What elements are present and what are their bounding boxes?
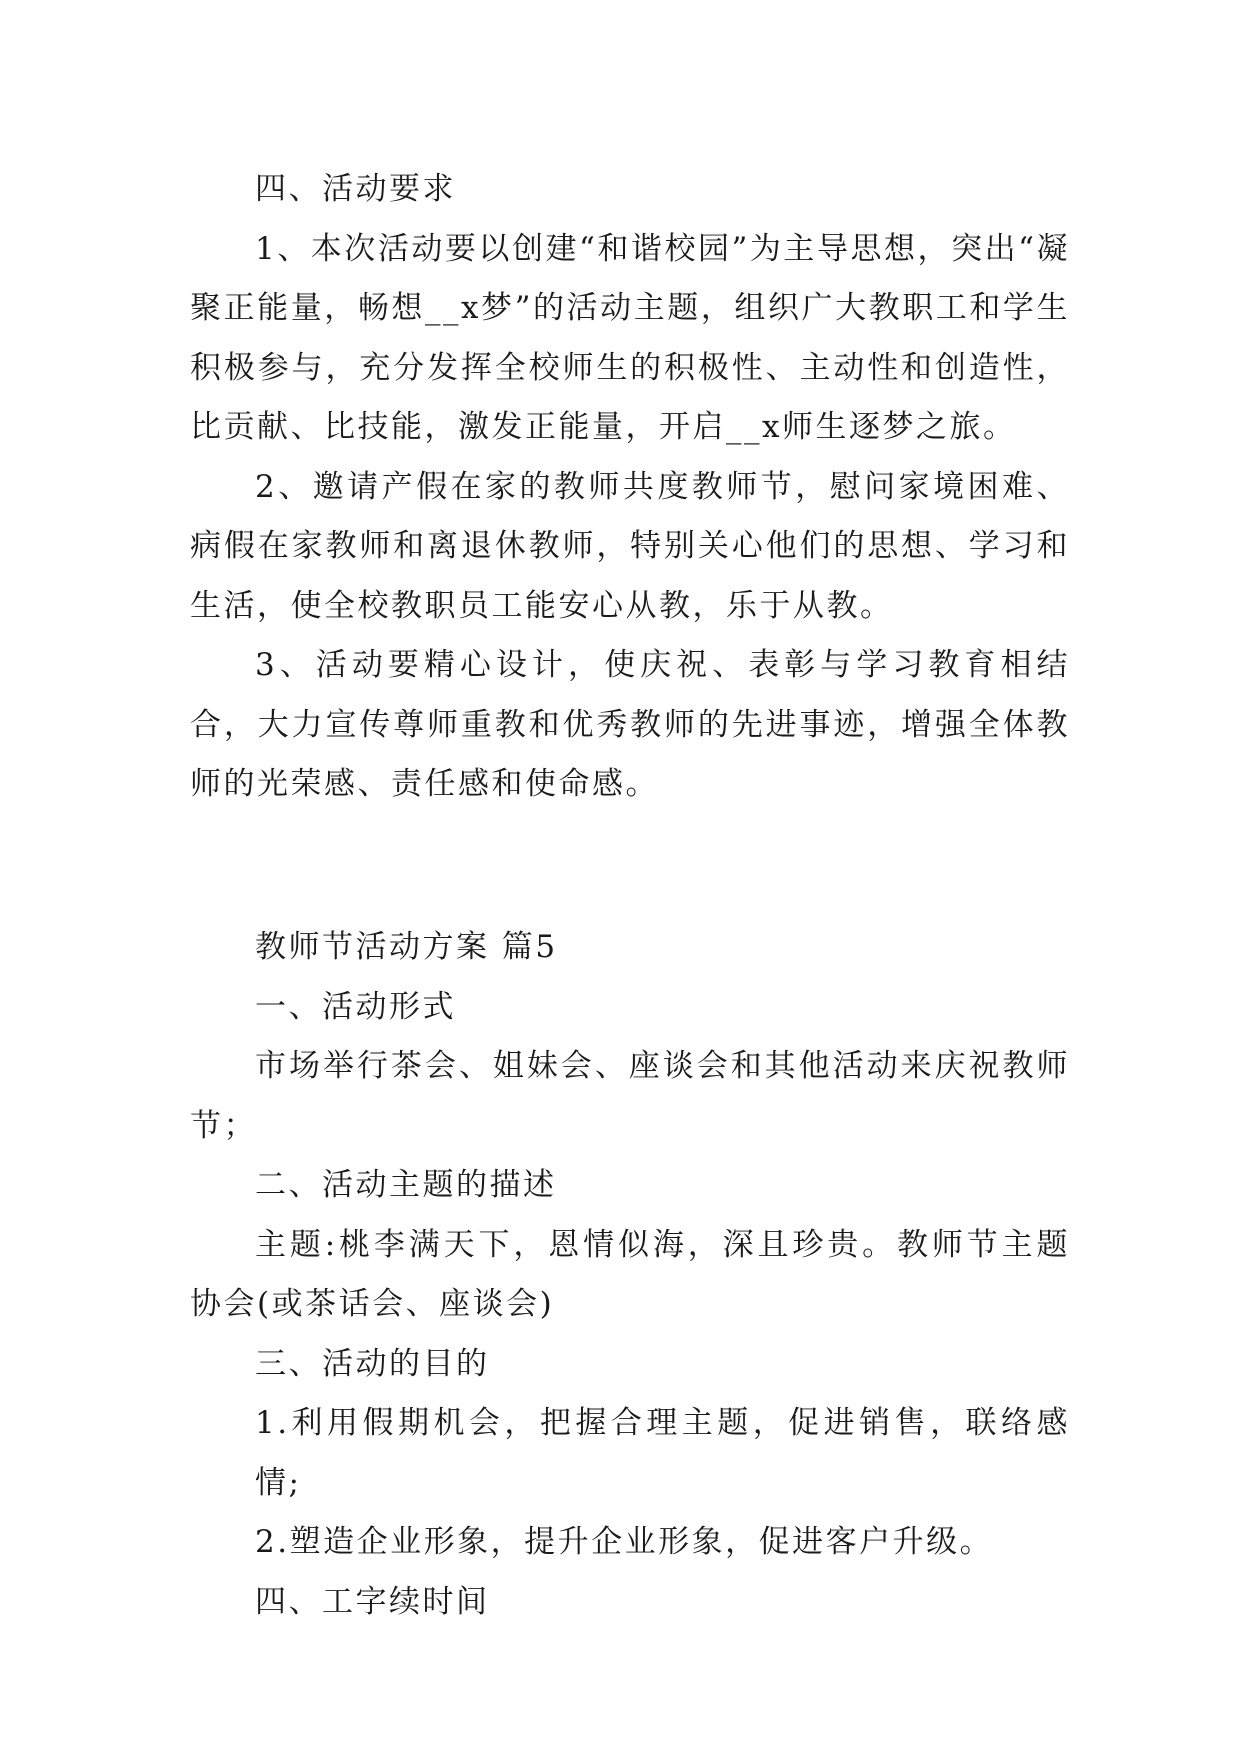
theme-heading: 二、活动主题的描述 — [255, 1167, 557, 1203]
plan-5-section — [190, 918, 1070, 1632]
time-heading: 四、工字续时间 — [255, 1583, 490, 1620]
requirement-item-3: 3、活动要精心设计，使庆祝、表彰与学习教育相结合，大力宣传尊师重教和优秀教师的先进事迹，增强全体教师的光荣感、责任感和使命感。 — [190, 647, 1070, 802]
theme-text: 主题:桃李满天下，恩情似海，深且珍贵。教师节主题协会(或茶话会、座谈会) — [190, 1226, 1070, 1322]
requirement-item-2: 2、邀请产假在家的教师共度教师节，慰问家境困难、病假在家教师和离退休教师，特别关心他们的思想、学习和生活，使全校教职员工能安心从教，乐于从教。 — [190, 468, 1070, 624]
section-heading: 四、活动要求 — [255, 171, 456, 207]
purpose-item-2: 2.塑造企业形象，提升企业形象，促进客户升级。 — [255, 1524, 994, 1560]
purpose-item-1: 1.利用假期机会，把握合理主题，促进销售，联络感情; — [255, 1405, 1070, 1501]
requirement-item-1: 1、本次活动要以创建“和谐校园”为主导思想，突出“凝聚正能量，畅想__x梦”的活动主题，组织广大教职工和学生积极参与，充分发挥全校师生的积极性、主动性和创造性，比贡献、比技能，激发正能量，开启__x师生逐梦之旅。 — [190, 230, 1070, 445]
purpose-heading: 三、活动的目的 — [255, 1345, 490, 1382]
form-heading: 一、活动形式 — [255, 988, 456, 1025]
activity-requirements-section — [190, 160, 1070, 815]
plan-title: 教师节活动方案 篇5 — [255, 929, 558, 965]
form-text: 市场举行茶会、姐妹会、座谈会和其他活动来庆祝教师节； — [190, 1048, 1070, 1144]
